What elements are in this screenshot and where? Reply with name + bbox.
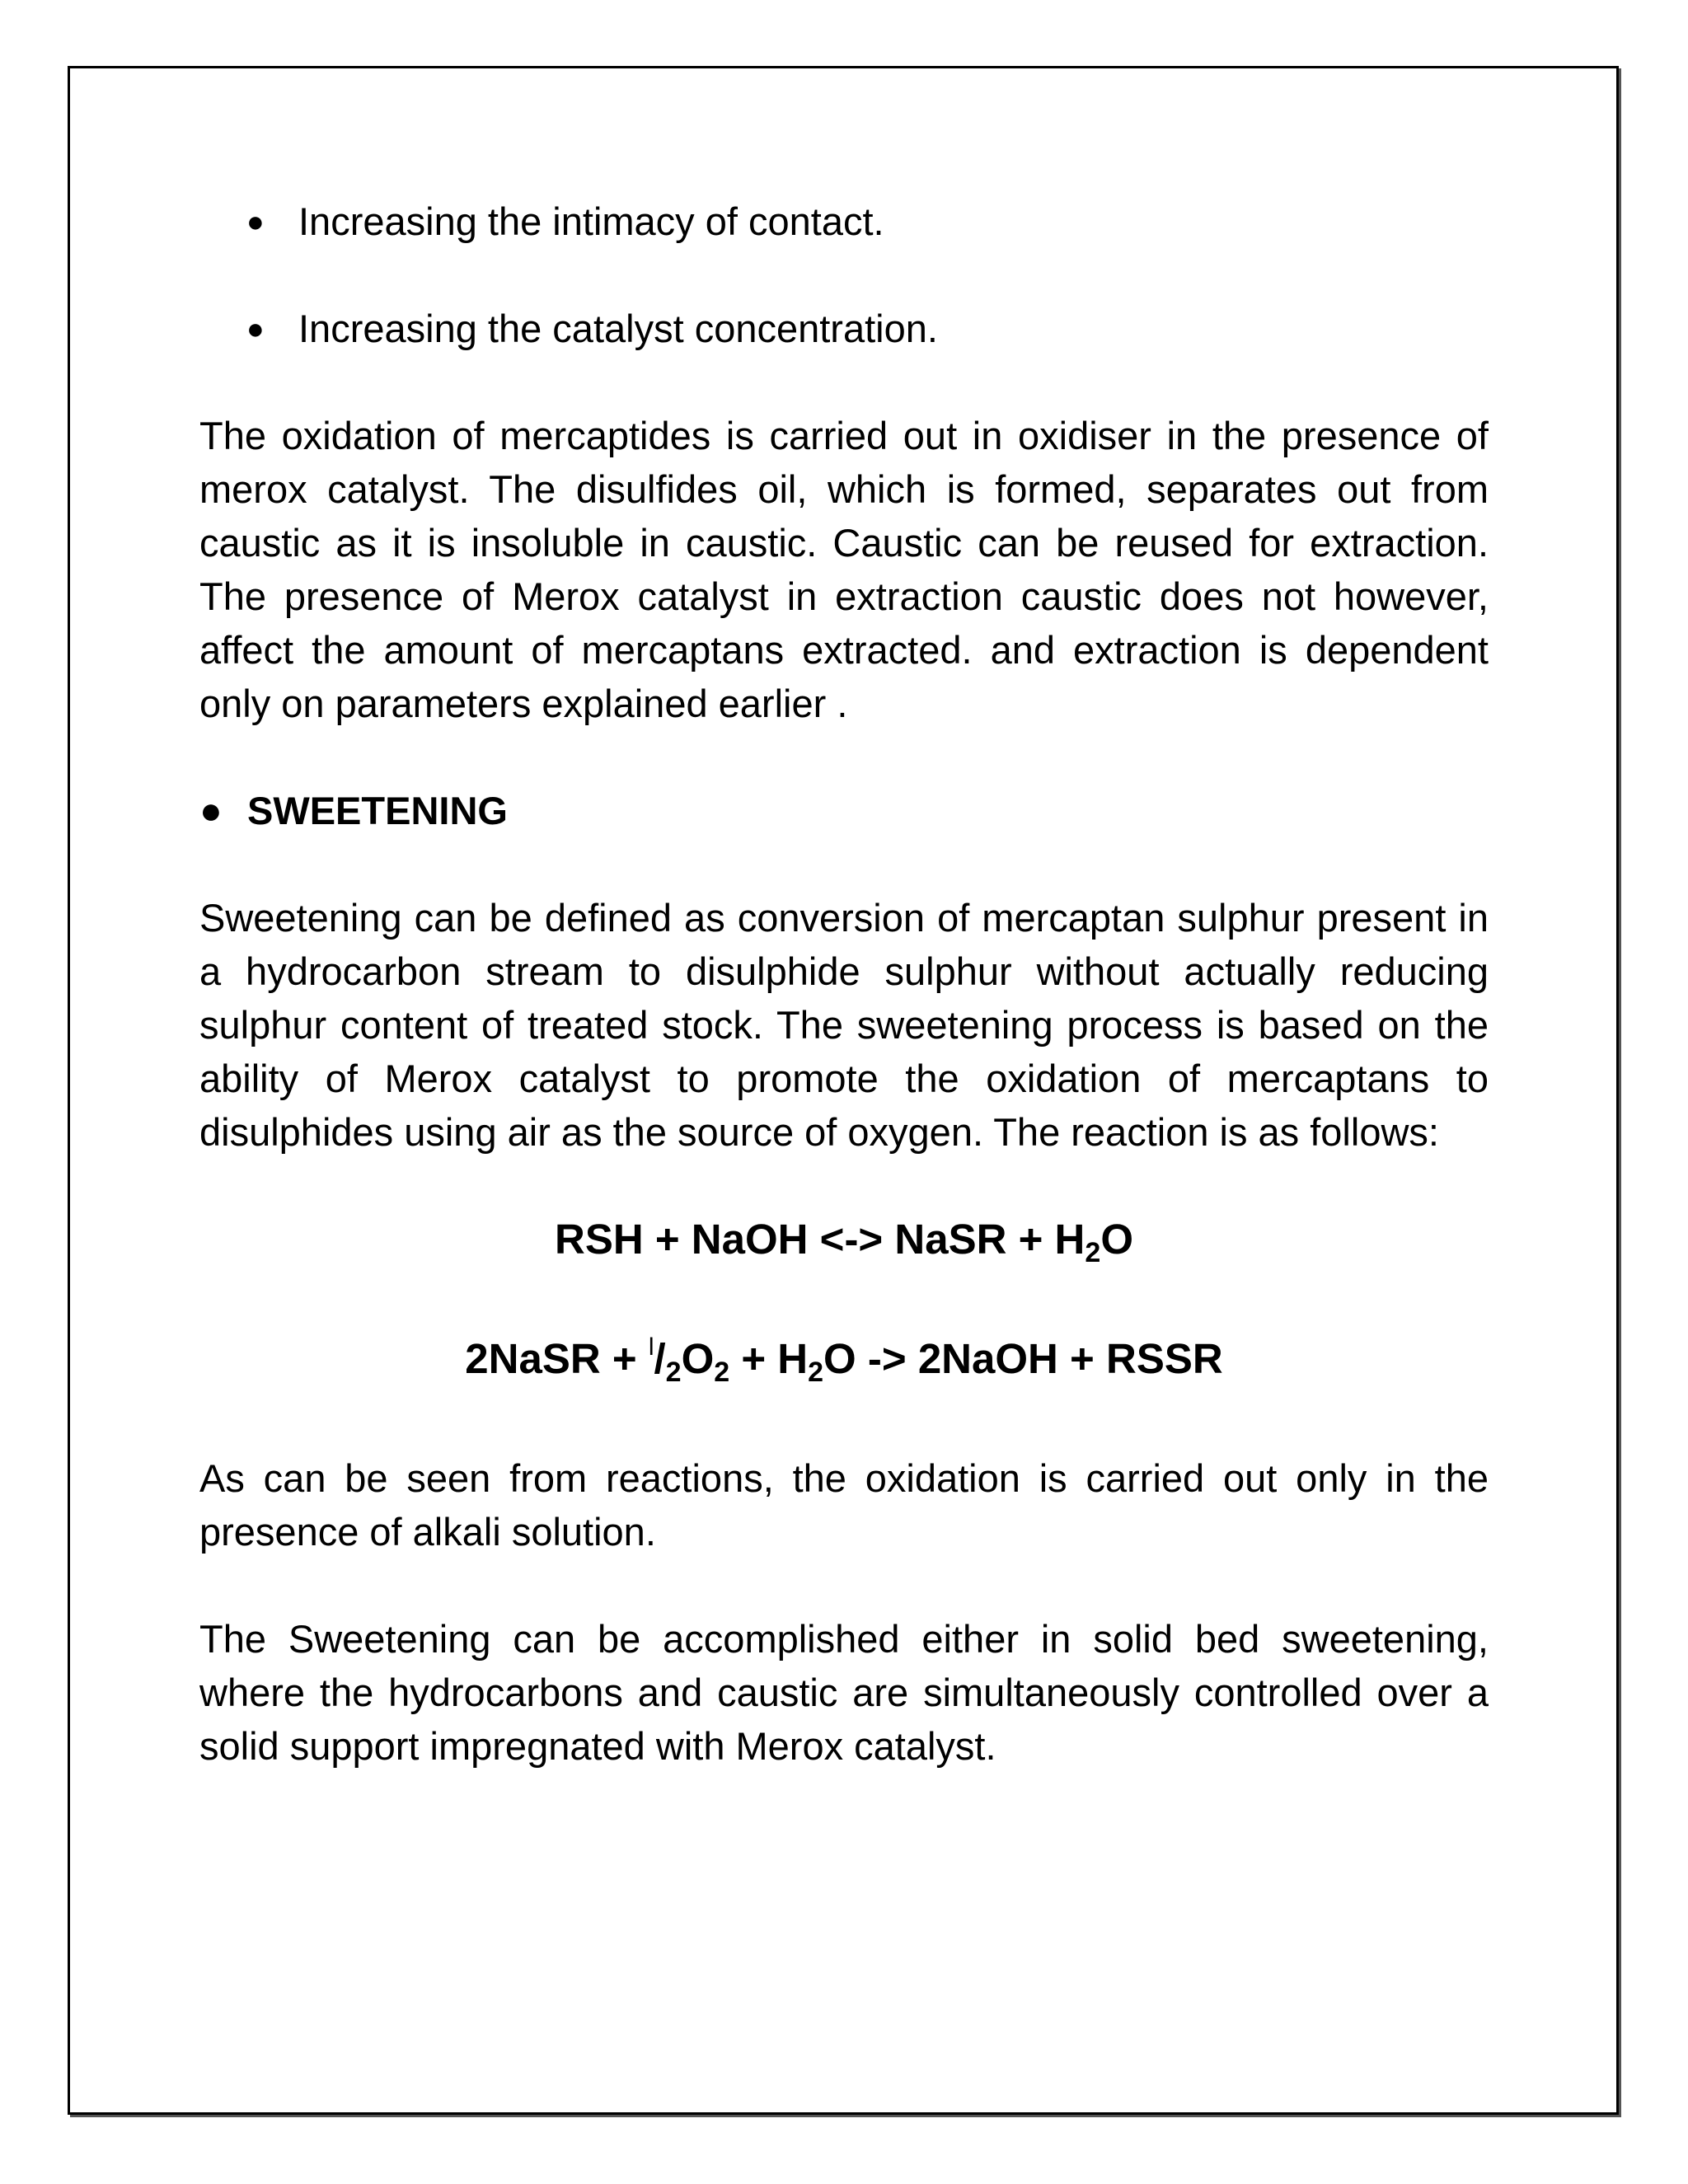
bullet-icon: ● <box>246 204 265 238</box>
equation-1 <box>199 1212 1489 1266</box>
paragraph-oxidation: The oxidation of mercaptides is carried out in oxidiser in the presence of merox catalyst. The disulfides oil, which is formed, separates out from caustic as it is insoluble in caustic. Caustic can be reused for extraction. The presence of Merox catalyst in extraction caustic does not however, affect the amount of mercaptans extracted. and extraction is dependent only on parameters explained earlier . <box>199 414 1489 725</box>
section-heading <box>199 784 1489 837</box>
equation-2-subscript: 2 <box>714 1357 730 1388</box>
bullet-icon: ● <box>246 312 265 345</box>
equation-2-part: O <box>681 1335 715 1382</box>
paragraph-solid-bed: The Sweetening can be accomplished either in solid bed sweetening, where the hydrocarbons and caustic are simultaneously controlled over a solid support impregnated with Merox catalyst. <box>199 1617 1489 1768</box>
equation-2-subscript: 2 <box>808 1357 824 1388</box>
bullet-icon: ● <box>199 789 223 832</box>
document-body <box>199 194 1489 1826</box>
equation-2-superscript: l <box>648 1333 654 1361</box>
list-item <box>199 194 1489 248</box>
equation-2-subscript: 2 <box>665 1357 682 1388</box>
list-item <box>199 302 1489 355</box>
equation-2-part: 2NaSR + <box>465 1335 649 1382</box>
equation-2-part: + H <box>729 1335 809 1382</box>
equation-2-part: / <box>654 1335 666 1382</box>
equation-2-part: O -> 2NaOH + RSSR <box>823 1335 1223 1382</box>
equation-1-subscript: 2 <box>1085 1237 1101 1268</box>
bullet-text: Increasing the intimacy of contact. <box>298 199 884 243</box>
equation-1-right: O <box>1100 1216 1133 1263</box>
bullet-text: Increasing the catalyst concentration. <box>298 307 938 350</box>
equation-2 <box>199 1332 1489 1388</box>
heading-text: SWEETENING <box>247 789 508 832</box>
paragraph-sweetening: Sweetening can be defined as conversion of mercaptan sulphur present in a hydrocarbon stream to disulphide sulphur without actually reducing sulphur content of treated stock. The sweetening process is based on the ability of Merox catalyst to promote the oxidation of mercaptans to disulphides using air as the source of oxygen. The reaction is as follows: <box>199 896 1489 1154</box>
paragraph-alkali: As can be seen from reactions, the oxidation is carried out only in the presence of alkali solution. <box>199 1456 1489 1554</box>
equation-1-left: RSH + NaOH <-> NaSR + H <box>555 1216 1085 1263</box>
